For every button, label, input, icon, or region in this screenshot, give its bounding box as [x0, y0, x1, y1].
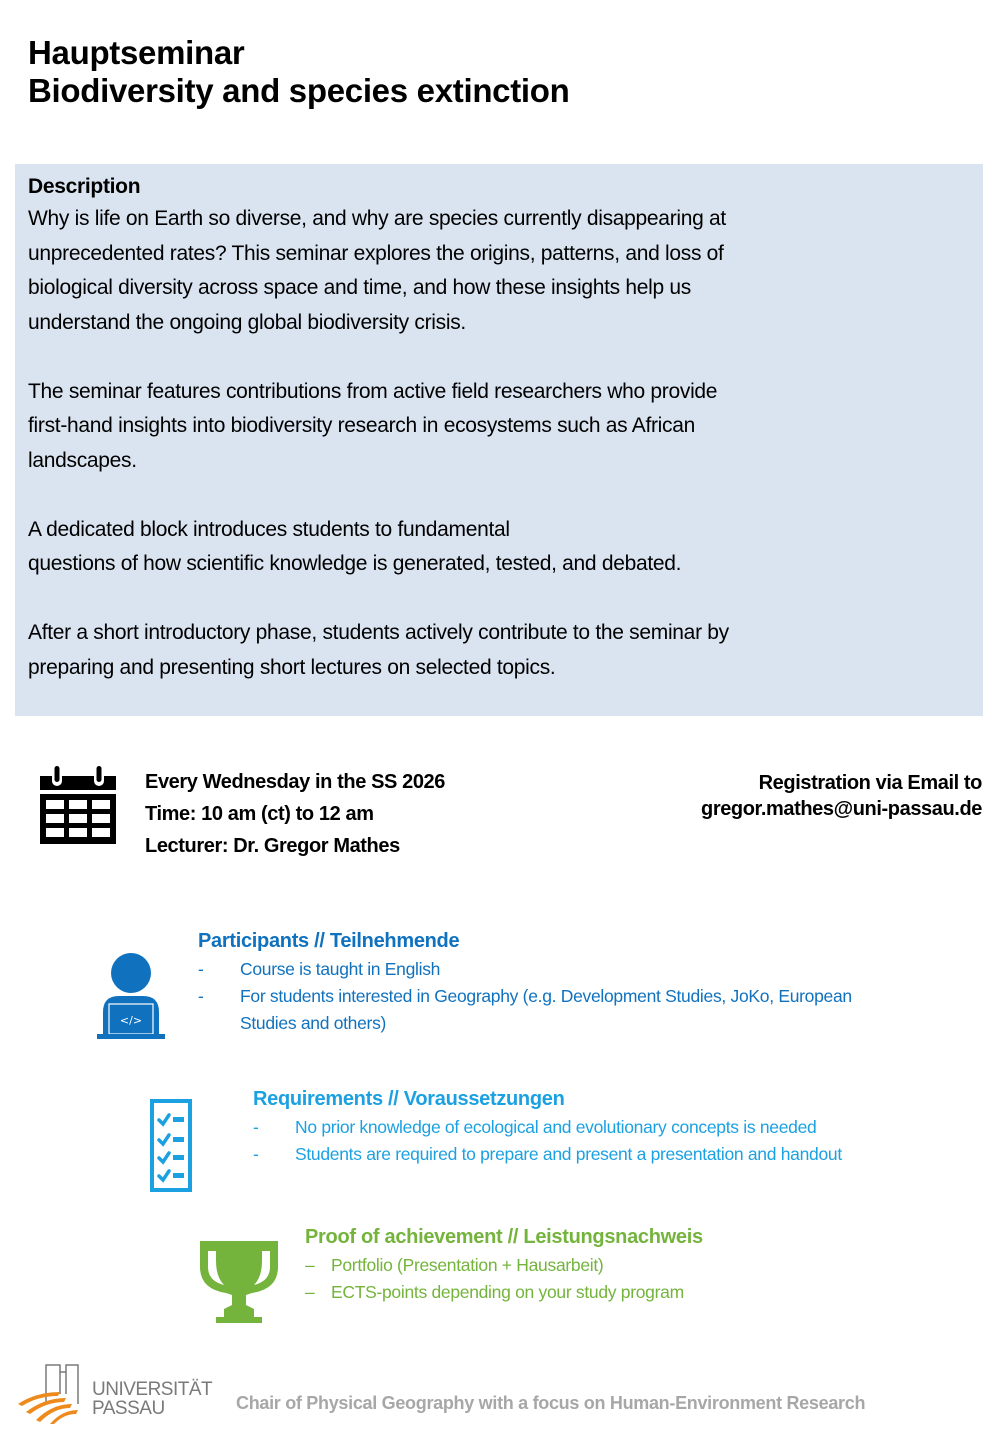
list-item	[253, 1114, 973, 1141]
item-text: Students are required to prepare and present a presentation and handout	[295, 1144, 842, 1164]
item-text: ECTS-points depending on your study program	[331, 1282, 684, 1302]
dash-bullet: -	[198, 986, 204, 1006]
proof-title: Proof of achievement // Leistungsnachweis	[305, 1226, 703, 1248]
requirements-section	[253, 1084, 973, 1168]
title-line-2: Biodiversity and species extinction	[28, 72, 570, 109]
schedule-time: Time: 10 am (ct) to 12 am	[145, 803, 374, 825]
description-paragraph	[28, 616, 968, 685]
schedule-info	[145, 766, 445, 862]
description-paragraph	[28, 375, 968, 479]
item-text: Course is taught in English	[240, 959, 441, 979]
text-line: preparing and presenting short lectures on selected topics.	[28, 655, 556, 679]
description-heading: Description	[28, 175, 141, 198]
text-line: After a short introductory phase, students actively contribute to the seminar by	[28, 621, 729, 644]
text-line: unprecedented rates? This seminar explores the origins, patterns, and loss of	[28, 241, 724, 265]
text-line: first-hand insights into biodiversity research in ecosystems such as African	[28, 414, 696, 437]
list-item	[305, 1279, 805, 1306]
description-paragraph	[28, 202, 968, 340]
list-item	[253, 1141, 973, 1168]
item-text: Portfolio (Presentation + Hausarbeit)	[331, 1255, 604, 1275]
dash-bullet: -	[198, 959, 204, 979]
list-item	[305, 1252, 805, 1279]
text-line: A dedicated block introduces students to fundamental	[28, 517, 510, 541]
participants-title: Participants // Teilnehmende	[198, 930, 460, 952]
text-line: biological diversity across space and time, and how these insights help us	[28, 276, 692, 299]
page-title	[28, 34, 570, 110]
item-text: For students interested in Geography (e.g. Development Studies, JoKo, European Studies and others)	[240, 986, 852, 1033]
text-line: The seminar features contributions from active field researchers who provide	[28, 379, 718, 403]
list-item	[198, 983, 898, 1037]
chair-name: Chair of Physical Geography with a focus on Human-Environment Research	[236, 1393, 866, 1413]
participants-section	[198, 926, 898, 1037]
schedule-lecturer: Lecturer: Dr. Gregor Mathes	[145, 835, 400, 857]
svg-text:</>: </>	[119, 1014, 143, 1027]
logo-line-1: UNIVERSITÄT	[92, 1379, 213, 1400]
text-line: understand the ongoing global biodiversity crisis.	[28, 310, 466, 334]
text-line: questions of how scientific knowledge is generated, tested, and debated.	[28, 552, 682, 575]
logo-line-2: PASSAU	[92, 1398, 165, 1419]
checklist-icon	[150, 1099, 192, 1192]
list-item	[198, 956, 898, 983]
text-line: landscapes.	[28, 448, 137, 472]
schedule-day: Every Wednesday in the SS 2026	[145, 771, 446, 793]
trophy-icon	[196, 1237, 282, 1324]
description-box	[15, 164, 983, 716]
text-line: Why is life on Earth so diverse, and why are species currently disappearing at	[28, 207, 726, 230]
requirements-title: Requirements // Voraussetzungen	[253, 1088, 565, 1110]
dash-bullet: -	[253, 1117, 259, 1137]
proof-section	[305, 1222, 805, 1306]
university-name	[92, 1380, 212, 1418]
registration-info	[701, 770, 982, 822]
calendar-icon	[38, 766, 118, 844]
dash-bullet: –	[305, 1282, 315, 1302]
dash-bullet: -	[253, 1144, 259, 1164]
dash-bullet: –	[305, 1255, 315, 1275]
registration-email[interactable]: gregor.mathes@uni-passau.de	[701, 798, 982, 820]
item-text: No prior knowledge of ecological and evolutionary concepts is needed	[295, 1117, 817, 1137]
description-paragraph	[28, 513, 968, 582]
registration-label: Registration via Email to	[758, 772, 982, 794]
title-line-1: Hauptseminar	[28, 34, 245, 71]
person-laptop-icon	[95, 952, 167, 1040]
